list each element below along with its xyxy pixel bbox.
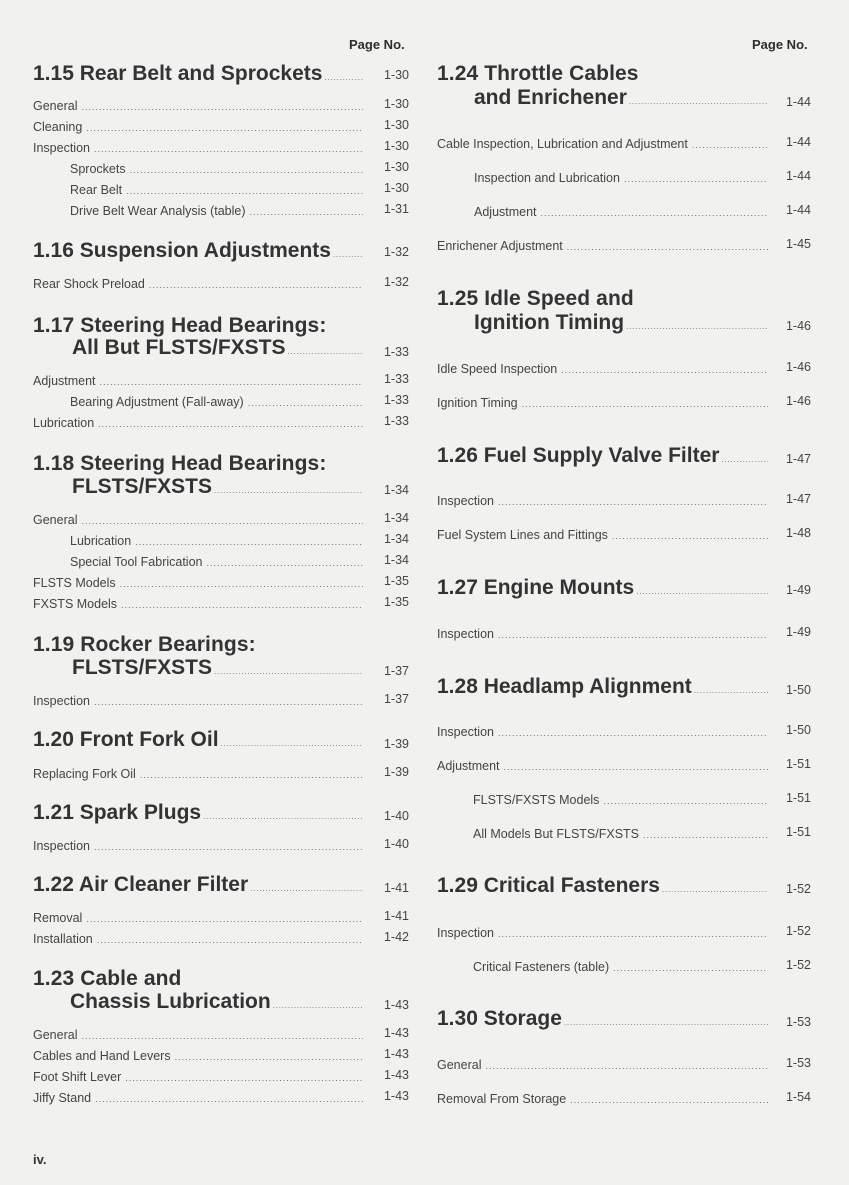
toc-entry-page: 1-30 (383, 139, 409, 153)
section-page-1-29: 1-52 (785, 882, 811, 896)
toc-entry-page: 1-30 (383, 97, 409, 111)
toc-entry-page: 1-30 (383, 181, 409, 195)
toc-entry[interactable]: Cable Inspection, Lubrication and Adjustment ..... (437, 135, 768, 151)
toc-entry-page: 1-41 (383, 909, 409, 923)
toc-entry-page: 1-53 (785, 1056, 811, 1070)
toc-subentry[interactable]: Rear Belt ..... (70, 181, 363, 197)
toc-entry[interactable]: FLSTS Models ..... (33, 574, 363, 590)
toc-subentry[interactable]: Critical Fasteners (table) ..... (473, 958, 768, 974)
toc-entry[interactable]: Inspection ..... (33, 139, 363, 155)
section-heading-1-18[interactable]: FLSTS/FXSTS ..... (72, 475, 363, 499)
section-heading-1-19[interactable]: FLSTS/FXSTS ..... (72, 656, 363, 680)
section-page-1-24: 1-44 (785, 95, 811, 109)
section-heading-1-21[interactable]: 1.21 Spark Plugs ..... (33, 801, 363, 825)
toc-entry[interactable]: Adjustment ..... (437, 757, 768, 773)
section-heading-1-28[interactable]: 1.28 Headlamp Alignment ..... (437, 675, 768, 699)
toc-entry[interactable]: General ..... (33, 97, 363, 113)
toc-entry[interactable]: Installation ..... (33, 930, 363, 946)
toc-entry[interactable]: Cleaning ..... (33, 118, 363, 134)
page-number-footer: iv. (33, 1152, 47, 1167)
section-page-1-15: 1-30 (383, 68, 409, 82)
toc-entry[interactable]: FXSTS Models ..... (33, 595, 363, 611)
toc-entry-page: 1-51 (785, 791, 811, 805)
toc-entry-page: 1-30 (383, 160, 409, 174)
section-heading-1-17-line1[interactable]: 1.17 Steering Head Bearings: (33, 314, 327, 337)
toc-entry[interactable]: Inspection ..... (437, 723, 768, 739)
section-heading-1-27[interactable]: 1.27 Engine Mounts ..... (437, 576, 768, 600)
section-page-1-19: 1-37 (383, 664, 409, 678)
toc-entry-page: 1-45 (785, 237, 811, 251)
toc-entry[interactable]: Jiffy Stand ..... (33, 1089, 363, 1105)
toc-entry-page: 1-33 (383, 393, 409, 407)
section-page-1-18: 1-34 (383, 483, 409, 497)
toc-entry-page: 1-46 (785, 394, 811, 408)
section-heading-1-25-line1[interactable]: 1.25 Idle Speed and (437, 287, 634, 310)
section-heading-1-24-line1[interactable]: 1.24 Throttle Cables (437, 62, 639, 85)
section-heading-1-23-line1[interactable]: 1.23 Cable and (33, 967, 182, 990)
toc-entry-page: 1-44 (785, 135, 811, 149)
toc-entry-page: 1-43 (383, 1068, 409, 1082)
section-page-1-25: 1-46 (785, 319, 811, 333)
section-page-1-30: 1-53 (785, 1015, 811, 1029)
toc-subentry[interactable]: All Models But FLSTS/FXSTS ..... (473, 825, 768, 841)
toc-entry-page: 1-51 (785, 757, 811, 771)
toc-entry-page: 1-48 (785, 526, 811, 540)
toc-entry-page: 1-44 (785, 203, 811, 217)
section-page-1-17: 1-33 (383, 345, 409, 359)
section-heading-1-16[interactable]: 1.16 Suspension Adjustments ..... (33, 239, 363, 263)
toc-entry-page: 1-34 (383, 553, 409, 567)
section-heading-1-17[interactable]: All But FLSTS/FXSTS ..... (72, 336, 363, 360)
section-page-1-27: 1-49 (785, 583, 811, 597)
toc-entry-page: 1-44 (785, 169, 811, 183)
toc-entry[interactable]: Inspection ..... (33, 692, 363, 708)
page-no-header-right: Page No. (752, 37, 808, 52)
toc-entry[interactable]: Idle Speed Inspection ..... (437, 360, 768, 376)
toc-entry-page: 1-50 (785, 723, 811, 737)
toc-entry-page: 1-40 (383, 837, 409, 851)
toc-subentry[interactable]: Bearing Adjustment (Fall-away) ..... (70, 393, 363, 409)
toc-subentry[interactable]: Sprockets ..... (70, 160, 363, 176)
section-page-1-28: 1-50 (785, 683, 811, 697)
section-heading-1-19-line1[interactable]: 1.19 Rocker Bearings: (33, 633, 256, 656)
section-page-1-20: 1-39 (383, 737, 409, 751)
toc-entry[interactable]: Enrichener Adjustment ..... (437, 237, 768, 253)
toc-entry-page: 1-31 (383, 202, 409, 216)
section-page-1-16: 1-32 (383, 245, 409, 259)
toc-entry-page: 1-35 (383, 595, 409, 609)
section-heading-1-20[interactable]: 1.20 Front Fork Oil ..... (33, 728, 363, 752)
toc-entry[interactable]: General ..... (33, 511, 363, 527)
section-heading-1-15[interactable]: 1.15 Rear Belt and Sprockets ..... (33, 62, 363, 86)
toc-subentry[interactable]: Inspection and Lubrication ..... (474, 169, 768, 185)
section-heading-1-23[interactable]: Chassis Lubrication ..... (70, 990, 363, 1014)
toc-entry-page: 1-39 (383, 765, 409, 779)
toc-entry-page: 1-42 (383, 930, 409, 944)
toc-subentry[interactable]: Adjustment ..... (474, 203, 768, 219)
toc-entry-page: 1-43 (383, 1089, 409, 1103)
toc-subentry[interactable]: Lubrication ..... (70, 532, 363, 548)
toc-entry[interactable]: Fuel System Lines and Fittings ..... (437, 526, 768, 542)
toc-entry[interactable]: Inspection ..... (33, 837, 363, 853)
toc-entry-page: 1-34 (383, 532, 409, 546)
section-heading-1-26[interactable]: 1.26 Fuel Supply Valve Filter ..... (437, 444, 768, 468)
toc-entry[interactable]: General ..... (437, 1056, 768, 1072)
section-heading-1-29[interactable]: 1.29 Critical Fasteners ..... (437, 874, 768, 898)
toc-subentry[interactable]: Special Tool Fabrication ..... (70, 553, 363, 569)
toc-entry-page: 1-54 (785, 1090, 811, 1104)
toc-entry[interactable]: Ignition Timing ..... (437, 394, 768, 410)
toc-entry-page: 1-52 (785, 924, 811, 938)
toc-entry-page: 1-43 (383, 1047, 409, 1061)
toc-entry[interactable]: Inspection ..... (437, 924, 768, 940)
toc-entry[interactable]: Cables and Hand Levers ..... (33, 1047, 363, 1063)
section-heading-1-18-line1[interactable]: 1.18 Steering Head Bearings: (33, 452, 327, 475)
toc-entry[interactable]: Inspection ..... (437, 625, 768, 641)
section-heading-1-25[interactable]: Ignition Timing ..... (474, 311, 768, 335)
toc-entry-page: 1-33 (383, 414, 409, 428)
section-page-1-22: 1-41 (383, 881, 409, 895)
toc-entry[interactable]: Replacing Fork Oil ..... (33, 765, 363, 781)
toc-entry-page: 1-30 (383, 118, 409, 132)
toc-entry-page: 1-47 (785, 492, 811, 506)
toc-subentry[interactable]: FLSTS/FXSTS Models ..... (473, 791, 768, 807)
toc-entry-page: 1-33 (383, 372, 409, 386)
section-heading-1-22[interactable]: 1.22 Air Cleaner Filter ..... (33, 873, 363, 897)
toc-entry-page: 1-51 (785, 825, 811, 839)
toc-entry[interactable]: Inspection ..... (437, 492, 768, 508)
toc-subentry[interactable]: Drive Belt Wear Analysis (table) ..... (70, 202, 363, 218)
section-page-1-23: 1-43 (383, 998, 409, 1012)
section-heading-1-30[interactable]: 1.30 Storage ..... (437, 1007, 768, 1031)
page-no-header-left: Page No. (349, 37, 405, 52)
toc-entry[interactable]: Removal From Storage ..... (437, 1090, 768, 1106)
toc-entry-page: 1-32 (383, 275, 409, 289)
section-heading-1-24[interactable]: and Enrichener ..... (474, 86, 768, 110)
toc-entry-page: 1-49 (785, 625, 811, 639)
toc-entry-page: 1-35 (383, 574, 409, 588)
section-page-1-26: 1-47 (785, 452, 811, 466)
toc-entry-page: 1-52 (785, 958, 811, 972)
toc-entry-page: 1-37 (383, 692, 409, 706)
section-page-1-21: 1-40 (383, 809, 409, 823)
toc-entry[interactable]: Adjustment ..... (33, 372, 363, 388)
toc-entry[interactable]: Foot Shift Lever ..... (33, 1068, 363, 1084)
toc-entry-page: 1-43 (383, 1026, 409, 1040)
toc-entry-page: 1-34 (383, 511, 409, 525)
toc-entry[interactable]: General ..... (33, 1026, 363, 1042)
toc-entry[interactable]: Lubrication ..... (33, 414, 363, 430)
toc-entry-page: 1-46 (785, 360, 811, 374)
toc-entry[interactable]: Rear Shock Preload ..... (33, 275, 363, 291)
toc-entry[interactable]: Removal ..... (33, 909, 363, 925)
